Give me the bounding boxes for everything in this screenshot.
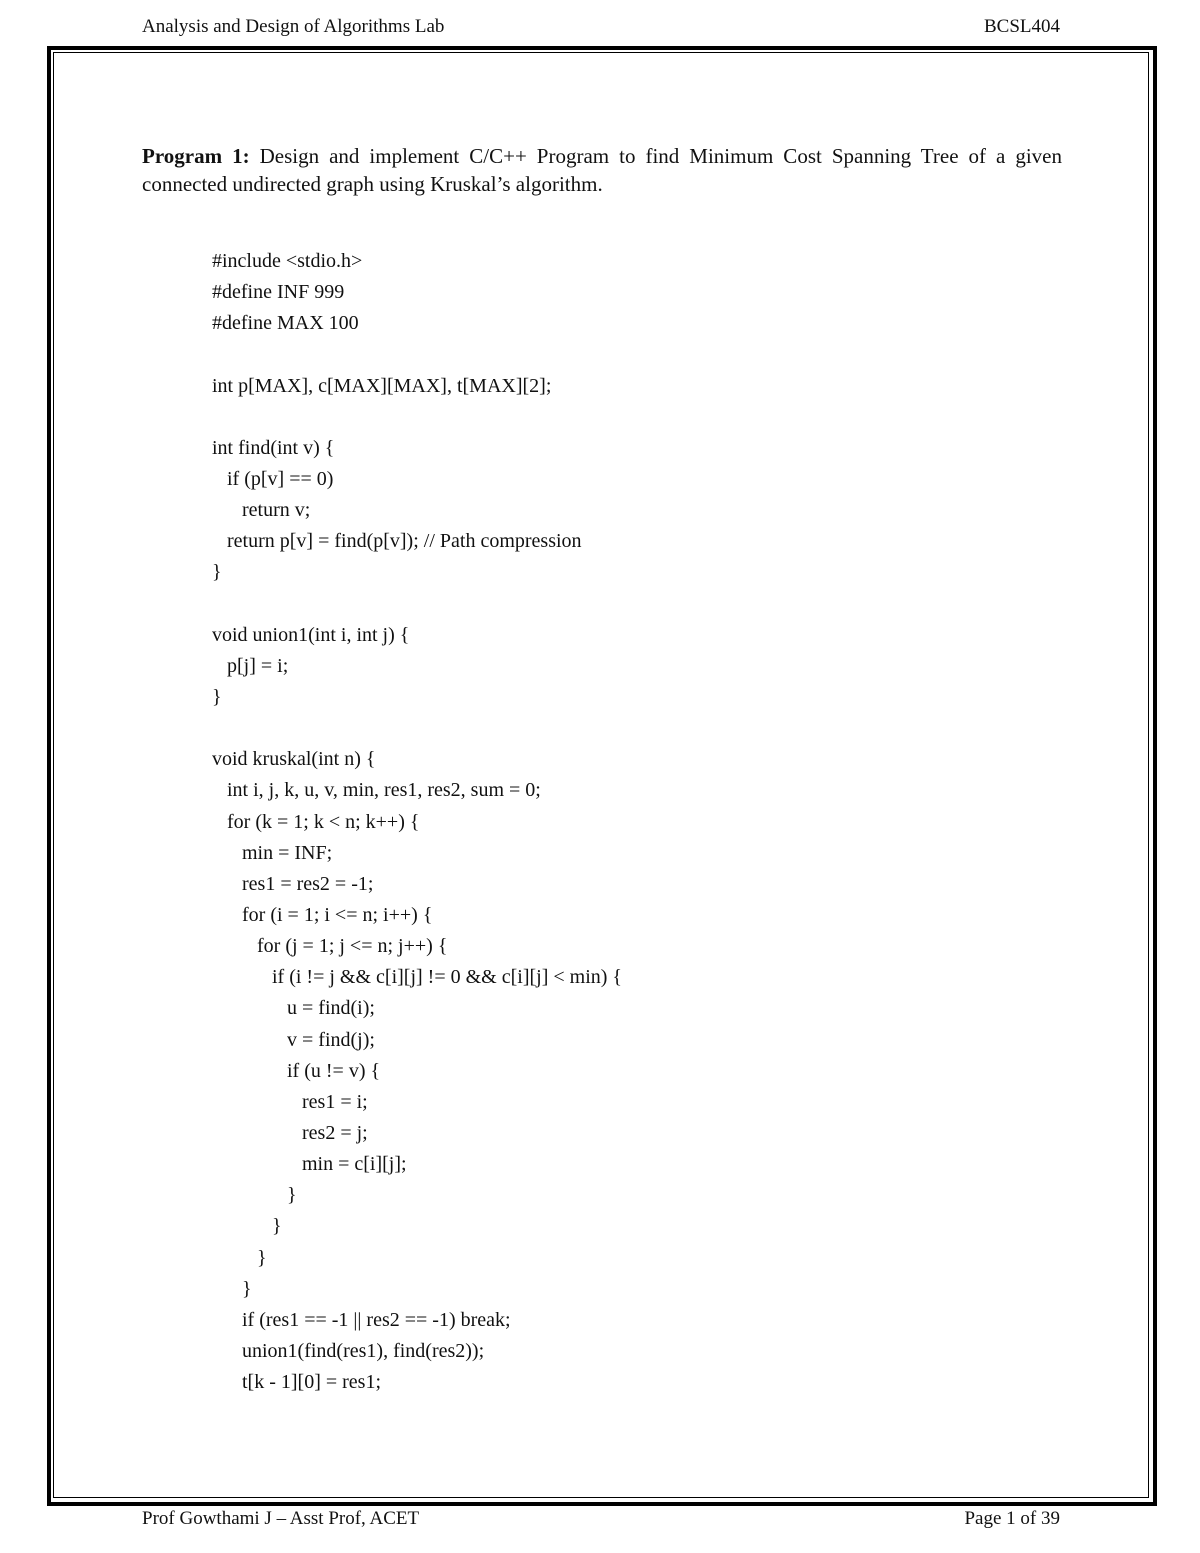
code-line: int i, j, k, u, v, min, res1, res2, sum = 0; [212,779,541,802]
code-line: #define INF 999 [212,281,345,304]
code-line [212,713,622,744]
code-line: int p[MAX], c[MAX][MAX], t[MAX][2]; [212,374,552,397]
footer-page-number: Page 1 of 39 [964,1508,1060,1529]
code-line: return v; [212,499,311,522]
code-line: res1 = i; [212,1090,368,1113]
code-line: return p[v] = find(p[v]); // Path compression [212,530,582,553]
code-line: if (u != v) { [212,1059,381,1082]
header-course-title: Analysis and Design of Algorithms Lab [142,16,445,37]
code-line: if (res1 == -1 || res2 == -1) break; [212,1308,511,1331]
code-line: union1(find(res1), find(res2)); [212,1339,485,1362]
code-line: if (i != j && c[i][j] != 0 && c[i][j] < min) { [212,966,623,989]
code-line: #define MAX 100 [212,312,359,335]
code-line: } [212,1184,297,1207]
code-line: t[k - 1][0] = res1; [212,1371,382,1394]
code-line: p[j] = i; [212,654,289,677]
code-line [212,589,622,620]
code-line: } [212,1246,267,1269]
code-line: res1 = res2 = -1; [212,872,374,895]
code-listing [212,246,622,1398]
code-line: v = find(j); [212,1028,375,1051]
code-line: } [212,1277,252,1300]
program-description: Design and implement C/C++ Program to find Minimum Cost Spanning Tree of a given connected undirected graph using Kruskal’s algorithm. [142,144,1062,196]
code-line [212,402,622,433]
program-statement [142,142,1062,198]
code-line: for (j = 1; j <= n; j++) { [212,935,448,958]
code-line: } [212,685,222,708]
code-line: void union1(int i, int j) { [212,623,410,646]
header-course-code: BCSL404 [983,16,1060,37]
code-line: for (i = 1; i <= n; i++) { [212,903,433,926]
code-line: if (p[v] == 0) [212,467,334,490]
code-line: min = INF; [212,841,333,864]
code-line [212,339,622,370]
code-line: } [212,561,222,584]
code-line: min = c[i][j]; [212,1153,407,1176]
footer-author: Prof Gowthami J – Asst Prof, ACET [142,1508,420,1529]
code-line: } [212,1215,282,1238]
program-label: Program 1: [142,144,250,168]
code-line: res2 = j; [212,1121,368,1144]
code-line: void kruskal(int n) { [212,748,376,771]
code-line: for (k = 1; k < n; k++) { [212,810,420,833]
code-line: int find(int v) { [212,436,335,459]
code-line: u = find(i); [212,997,375,1020]
code-line: #include <stdio.h> [212,250,363,272]
